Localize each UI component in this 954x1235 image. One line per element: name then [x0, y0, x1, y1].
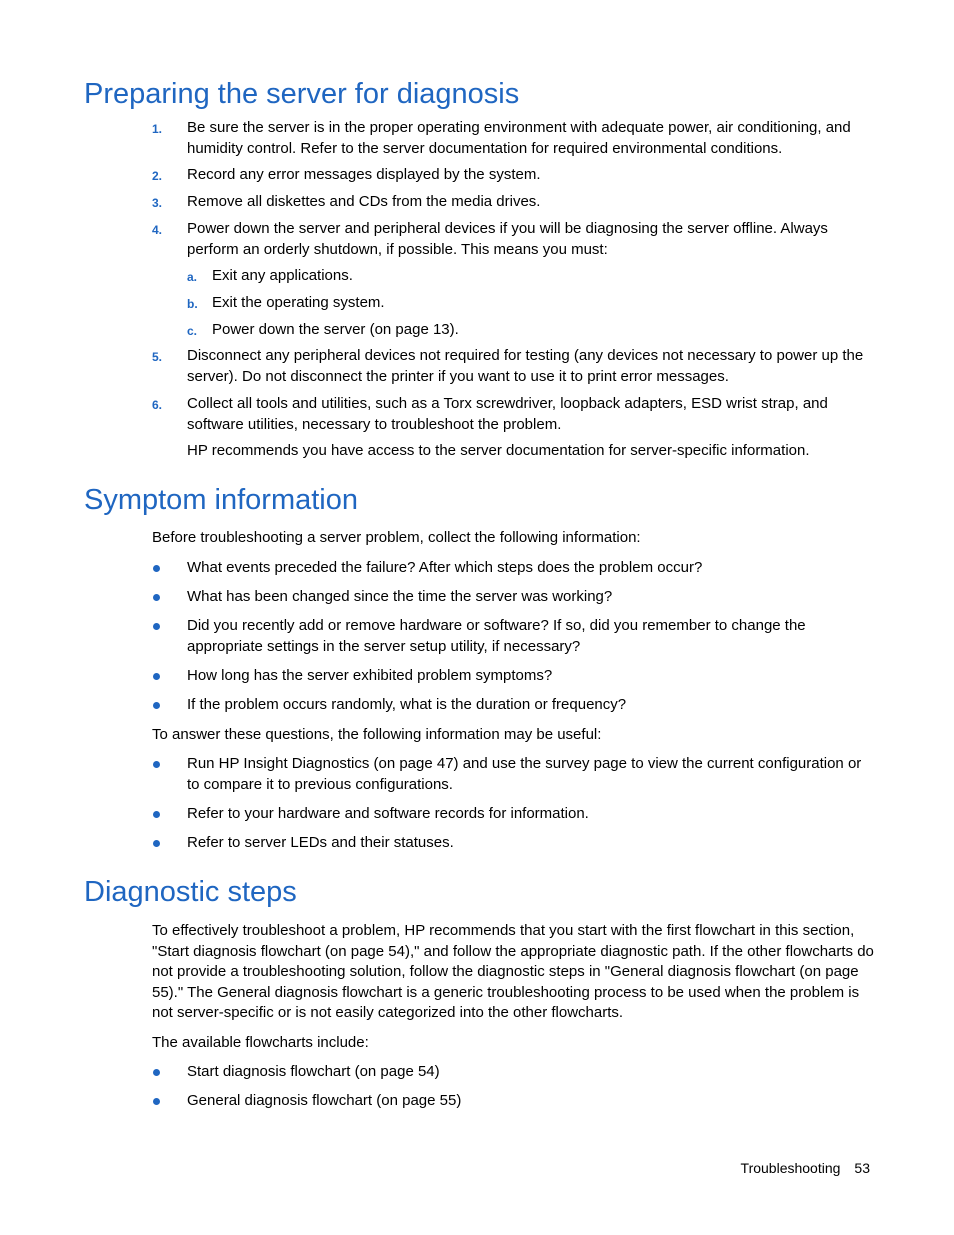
substep-letter: a.	[187, 270, 198, 284]
heading-preparing-server: Preparing the server for diagnosis	[84, 78, 520, 110]
substep-item	[187, 320, 867, 341]
step-text: Remove all diskettes and CDs from the media drives.	[187, 193, 541, 210]
substep-item	[187, 293, 867, 314]
step-text: Power down the server and peripheral devices if you will be diagnosing the server offline. Always perform an orderly shutdown, if possible. This means you must:	[187, 220, 828, 258]
bullet-item	[152, 695, 874, 716]
bullet-text: Run HP Insight Diagnostics (on page 47) and use the survey page to view the current configuration or to compare it to previous configurations.	[187, 755, 862, 793]
step-item	[152, 118, 874, 159]
step-number: 1.	[152, 122, 163, 136]
flowchart-link[interactable]: General diagnosis flowchart (on page 55)	[187, 1092, 462, 1109]
bullet-item	[152, 616, 874, 657]
footer-section-label: Troubleshooting	[740, 1160, 841, 1176]
bullet-item	[152, 587, 874, 608]
substep-text: Power down the server (on page 13).	[212, 321, 459, 338]
intro-paragraph: Before troubleshooting a server problem, collect the following information:	[152, 529, 641, 546]
bullet-text: If the problem occurs randomly, what is the duration or frequency?	[187, 696, 627, 713]
bullet-icon	[153, 761, 160, 768]
bullet-icon	[153, 1098, 160, 1105]
step-text: Collect all tools and utilities, such as a Torx screwdriver, loopback adapters, ESD wrist strap, and software utilities, necessary to troubleshoot the problem.	[187, 395, 828, 433]
bullet-item	[152, 558, 874, 579]
bullet-icon	[153, 565, 160, 572]
step-number: 4.	[152, 223, 163, 237]
step-text: Be sure the server is in the proper operating environment with adequate power, air conditioning, and humidity control. Refer to the server documentation for required environmental conditions.	[187, 119, 851, 157]
bullet-text: Refer to server LEDs and their statuses.	[187, 834, 454, 851]
bullet-icon	[153, 811, 160, 818]
step-item	[152, 346, 874, 387]
bullet-icon	[153, 623, 160, 630]
bullet-text: Did you recently add or remove hardware or software? If so, did you remember to change the appropriate settings in the server setup utility, if necessary?	[187, 617, 806, 655]
substep-letter: c.	[187, 324, 198, 338]
step-item	[152, 165, 874, 186]
bullet-text: How long has the server exhibited problem symptoms?	[187, 667, 553, 684]
bullet-item	[152, 1091, 874, 1112]
bullet-item	[152, 804, 874, 825]
step-number: 2.	[152, 169, 163, 183]
bullet-item	[152, 833, 874, 854]
step-text: Disconnect any peripheral devices not required for testing (any devices not necessary to power up the server). Do not disconnect the printer if you want to use it to print error messages.	[187, 347, 864, 385]
diagnostic-paragraph: To effectively troubleshoot a problem, HP recommends that you start with the first flowchart in this section, "Start diagnosis flowchart (on page 54)," and follow the appropriate diagnostic path. If the other flowcharts do not provide a troubleshooting solution, follow the diagnostic steps in "General diagnosis flowchart (on page 55)." The General diagnosis flowchart is a generic troubleshooting process to be used when the problem is not server-specific or is not easily categorized into the other flowcharts.	[152, 922, 874, 1021]
note-paragraph: HP recommends you have access to the server documentation for server-specific information.	[187, 442, 810, 459]
list-intro-paragraph: The available flowcharts include:	[152, 1034, 369, 1051]
heading-diagnostic-steps: Diagnostic steps	[84, 876, 297, 908]
bullet-icon	[153, 673, 160, 680]
page-footer	[741, 1158, 870, 1178]
step-item	[152, 219, 874, 260]
substep-text: Exit the operating system.	[212, 294, 385, 311]
bullet-icon	[153, 1069, 160, 1076]
substep-text: Exit any applications.	[212, 267, 353, 284]
step-number: 5.	[152, 350, 163, 364]
bullet-text: What events preceded the failure? After which steps does the problem occur?	[187, 559, 703, 576]
bullet-icon	[153, 594, 160, 601]
bullet-icon	[153, 702, 160, 709]
bullet-text: Refer to your hardware and software records for information.	[187, 805, 589, 822]
bullet-icon	[153, 840, 160, 847]
heading-symptom-information: Symptom information	[84, 484, 358, 516]
step-number: 6.	[152, 398, 163, 412]
bullet-text: What has been changed since the time the server was working?	[187, 588, 613, 605]
substep-letter: b.	[187, 297, 198, 311]
step-item	[152, 394, 874, 435]
bullet-item	[152, 754, 874, 795]
step-text: Record any error messages displayed by the system.	[187, 166, 541, 183]
step-item	[152, 192, 874, 213]
answer-intro-paragraph: To answer these questions, the following information may be useful:	[152, 726, 602, 743]
bullet-item	[152, 666, 874, 687]
bullet-item	[152, 1062, 874, 1083]
footer-page-number: 53	[854, 1160, 870, 1176]
flowchart-link[interactable]: Start diagnosis flowchart (on page 54)	[187, 1063, 440, 1080]
step-number: 3.	[152, 196, 163, 210]
substep-item	[187, 266, 867, 287]
